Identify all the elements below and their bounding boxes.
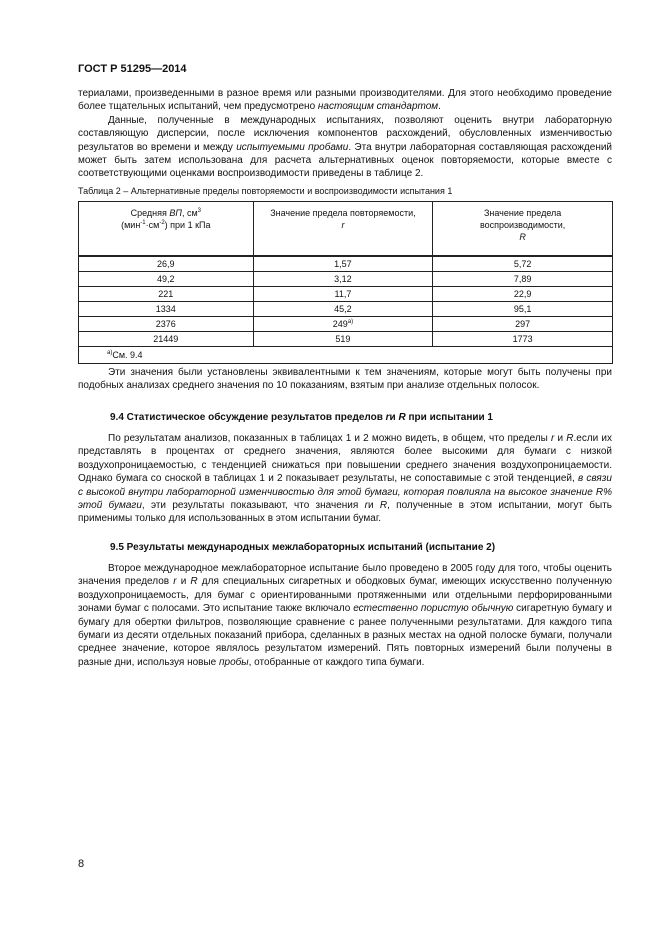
cell-r: 3,12 (253, 272, 433, 287)
table-row (79, 272, 613, 287)
section-9-4-text (78, 432, 612, 526)
col-header-mean: Средняя ВП, $см^3$ $(мин^{-1}\cdot см^{-2})$ при 1 кПа (79, 202, 254, 257)
cell-mean: 2376 (79, 317, 254, 332)
col-header-repeatability: Значение предела повторяемости, r (253, 202, 433, 257)
cell-mean: 1334 (79, 302, 254, 317)
col-header-reproducibility: Значение предела воспроизводимости, R (433, 202, 613, 257)
table-row (79, 332, 613, 347)
table-row (79, 256, 613, 272)
cell-mean: 21449 (79, 332, 254, 347)
after-table-paragraph: Эти значения были установлены эквивалентными к тем значениям, которые могут быть получены при подобных анализах среднего значения по 10 показаниям, взятым при анализе отдельных полосок. (78, 367, 612, 392)
intro-paragraph-2: Данные, полученные в международных испытаниях, позволяют оценить внутри лабораторную составляющую дисперсии, после исключения компонентов расхождений, обусловленных изменчивостью результатов во времени и между испытуемыми пробами. Эта внутри лабораторная составляющая расхождений может быть затем использована для расчета альтернативных оценок повторяемости, которые вместе с соответствующими оценками воспроизводимости приведены в таблице 2. (78, 114, 613, 180)
cell-R: 5,72 (433, 256, 613, 272)
after-table-text (78, 366, 612, 393)
cell-r: 11,7 (253, 287, 433, 302)
cell-r: 519 (253, 332, 433, 347)
table-row (79, 302, 613, 317)
section-9-5-text (78, 562, 612, 669)
table-caption: Таблица 2 – Альтернативные пределы повторяемости и воспроизводимости испытания 1 (78, 186, 453, 196)
table-2 (78, 201, 613, 364)
table-note-row (79, 347, 613, 364)
intro-text (78, 87, 612, 181)
cell-R: 95,1 (433, 302, 613, 317)
cell-mean: 26,9 (79, 256, 254, 272)
cell-r: 1,57 (253, 256, 433, 272)
page-number: 8 (78, 858, 85, 870)
page-header: ГОСТ Р 51295—2014 (78, 63, 187, 75)
section-9-4-paragraph: По результатам анализов, показанных в таблицах 1 и 2 можно видеть, в общем, что пределы r и R.если их представлять в процентах от среднего значения, являются более высокими для бумаги с низкой воздухопроницаемостью, с тенденцией снижаться при повышении среднего значения воздухопроницаемости. Однако бумага со сноской в таблицах 1 и 2 показывает результаты, не сопоставимые с этой тенденцией, в связи с высокой внутри лабораторной изменчивостью для этой бумаги, которая повлияла на высокое значение R% этой бумаги, эти результаты показывают, что значения rи R, полученные в этом испытании, могут быть применимы только для использованных в этом испытании бумаг. (78, 433, 612, 525)
section-9-5-paragraph: Второе международное межлабораторное испытание было проведено в 2005 году для того, чтобы оценить значения пределов r и R для специальных сигаретных и ободковых бумаг, имеющих искусственно полученную воздухопроницаемость, для бумаг с ориентированными протяженными или отдельными перфорированными зонами бумаг с полосами. Это испытание также включало естественно пористую обычную сигаретную бумагу и бумагу для обертки фильтров, позволяющие сравнение с ранее полученными результатами. Для каждого типа бумаги из десяти отдельных показаний прибора, сделанных в разных местах на одной полоске бумаги, получали среднее значение, которое являлось результатом измерений. Пять повторных измерений были получены в разные дни, используя новые пробы, отобранные от каждого типа бумаги. (78, 563, 612, 668)
intro-paragraph-1: териалами, произведенными в разное время или разными производителями. Для этого необходимо проведение более тщательных испытаний, чем предусмотрено настоящим стандартом. (78, 88, 612, 113)
footnote-marker: а) (347, 319, 354, 325)
cell-R: 297 (433, 317, 613, 332)
cell-r: $249^{а)}$ (253, 317, 433, 332)
cell-mean: 49,2 (79, 272, 254, 287)
table-row (79, 317, 613, 332)
cell-R: 1773 (433, 332, 613, 347)
cell-r: 45,2 (253, 302, 433, 317)
section-9-4-title: 9.4 Статистическое обсуждение результатов пределов rи R при испытании 1 (110, 412, 493, 423)
table-note: $^{а)}$См. 9.4 (79, 347, 613, 364)
cell-R: 22,9 (433, 287, 613, 302)
table-row (79, 287, 613, 302)
cell-mean: 221 (79, 287, 254, 302)
cell-R: 7,89 (433, 272, 613, 287)
section-9-5-title: 9.5 Результаты международных межлабораторных испытаний (испытание 2) (110, 542, 496, 553)
